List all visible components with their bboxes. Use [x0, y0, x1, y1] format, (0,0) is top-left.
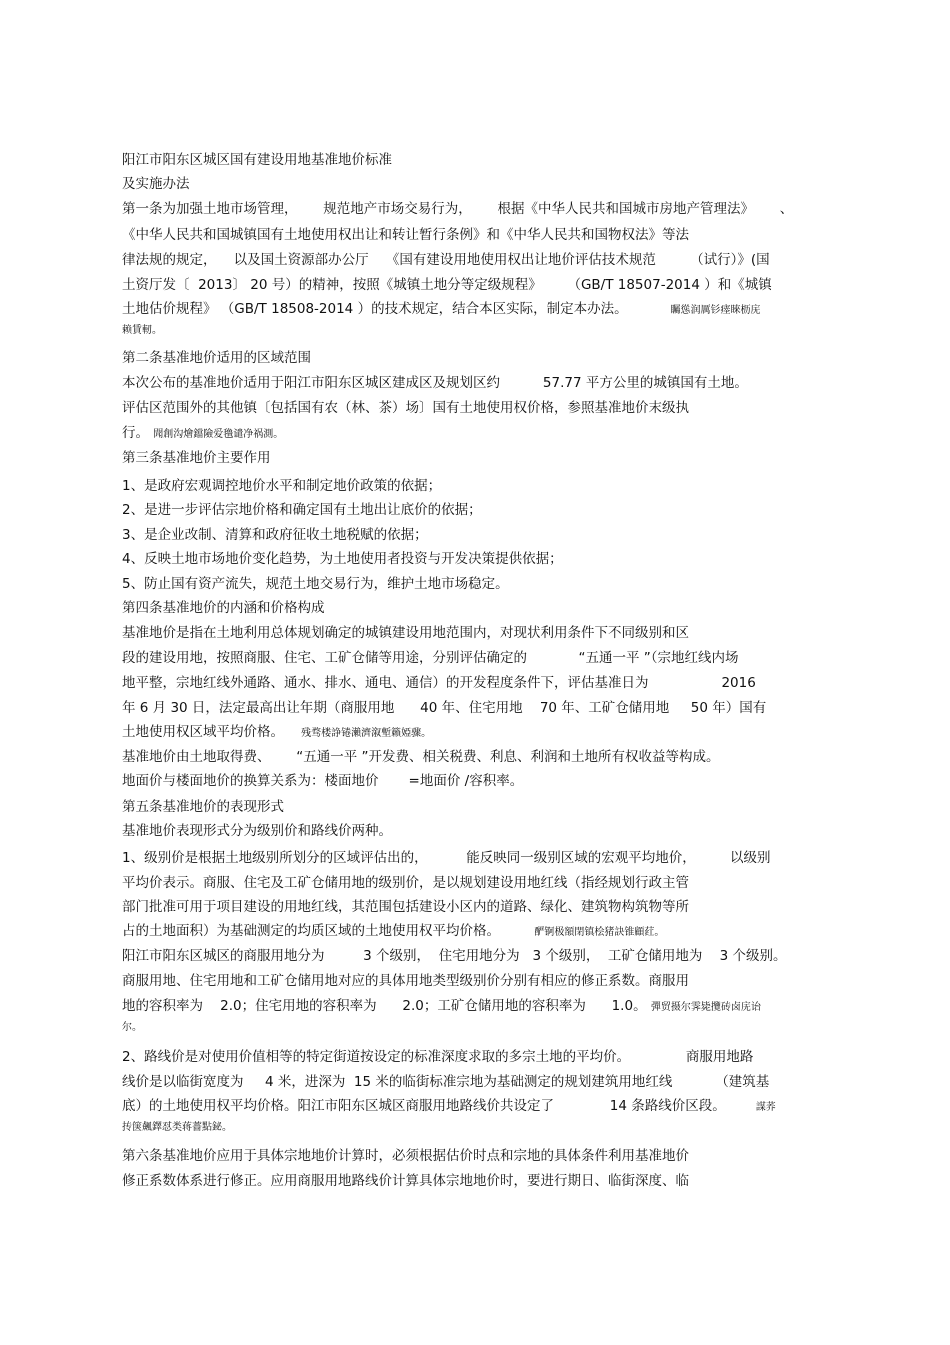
art5-title: 第五条基准地价的表现形式 — [122, 799, 284, 815]
art3-item-3: 3、是企业改制、清算和政府征收土地税赋的依据； — [122, 527, 428, 543]
art2-title: 第二条基准地价适用的区域范围 — [122, 350, 311, 366]
art6-line-2: 修正系数体系进行修正。应用商服用地路线价计算具体宗地地价时，要进行期日、临街深度、临 — [122, 1173, 689, 1189]
art1-line-3: 律法规的规定， 以及国土资源部办公厅 《国有建设用地使用权出让地价评估技术规范 （试行）》(国 — [122, 252, 770, 268]
art1-line-1: 第一条为加强土地市场管理， 规范地产市场交易行为， 根据《中华人民共和国城市房地产管理法》 、 — [122, 201, 794, 217]
art6-line-1: 第六条基准地价应用于具体宗地地价计算时，必须根据估价时点和宗地的具体条件利用基准地价 — [122, 1148, 689, 1164]
art2-line-3-text: 行。 — [122, 425, 149, 441]
art2-line-1: 本次公布的基准地价适用于阳江市阳东区城区建成区及规划区约 57.77 平方公里的城镇国有土地。 — [122, 375, 748, 391]
garble-line: 赖賃軔。 — [122, 325, 162, 336]
art5-line-2: 1、级别价是根据土地级别所划分的区域评估出的， 能反映同一级别区域的宏观平均地价， 以级别 — [122, 850, 771, 866]
art5-line-8 — [122, 996, 761, 1016]
art5-line-4: 部门批准可用于项目建设的用地红线，其范围包括建设小区内的道路、绿化、建筑物构筑物等所 — [122, 899, 689, 915]
art3-item-4: 4、反映土地市场地价变化趋势，为土地使用者投资与开发决策提供依据； — [122, 551, 563, 567]
garble-text: 矚慫润厲钐瘗睞枥庑 — [670, 305, 761, 316]
garble-text: 聞創沟燴鐺險爱氇谴净祸測。 — [153, 429, 284, 440]
art4-line-7: 地面价与楼面地价的换算关系为：楼面地价 =地面价 /容积率。 — [122, 773, 524, 789]
doc-subtitle: 及实施办法 — [122, 176, 190, 192]
garble-text: 謀荞 — [755, 1102, 776, 1113]
art1-line-4: 土资厅发〔 2013〕 20 号）的精神，按照《城镇土地分等定级规程》 （GB/T 18507-2014 ）和《城镇 — [122, 277, 772, 293]
art2-line-3 — [122, 423, 283, 443]
art5-road-line-2: 线价是以临街宽度为 4 米，进深为 15 米的临街标准宗地为基础测定的规划建筑用地红线 （建筑基 — [122, 1074, 770, 1090]
art1-line-5-text: 土地估价规程》 （GB/T 18508-2014 ）的技术规定，结合本区实际，制定本办法。 — [122, 301, 628, 317]
art4-title: 第四条基准地价的内涵和价格构成 — [122, 600, 325, 616]
art5-line-8-text: 地的容积率为 2.0；住宅用地的容积率为 2.0；工矿仓储用地的容积率为 1.0。 — [122, 998, 647, 1014]
art3-item-1: 1、是政府宏观调控地价水平和制定地价政策的依据； — [122, 478, 442, 494]
art4-line-4: 年 6 月 30 日，法定最高出让年期（商服用地 40 年、住宅用地 70 年、工矿仓储用地 50 年）国有 — [122, 700, 767, 716]
garble-text: 彈贸摄尔霁毙攬砖卤庑诒 — [650, 1002, 761, 1013]
garble-line: 抟箧飆鐸怼类蒋薔點鉍。 — [122, 1122, 232, 1133]
garble-text: 酽锕极額閉镇桧猪訣锥顧荭。 — [534, 927, 665, 938]
art3-item-2: 2、是进一步评估宗地价格和确定国有土地出让底价的依据； — [122, 502, 482, 518]
art3-title: 第三条基准地价主要作用 — [122, 450, 271, 466]
art5-line-1: 基准地价表现形式分为级别价和路线价两种。 — [122, 823, 392, 839]
art4-line-5-text: 土地使用权区域平均价格。 — [122, 724, 284, 740]
art5-line-7: 商服用地、住宅用地和工矿仓储用地对应的具体用地类型级别价分别有相应的修正系数。商服用 — [122, 973, 689, 989]
garble-line: 尔。 — [122, 1022, 142, 1033]
doc-title: 阳江市阳东区城区国有建设用地基准地价标准 — [122, 152, 392, 168]
art1-line-5 — [122, 299, 761, 319]
art5-road-line-3 — [122, 1096, 776, 1116]
art4-line-6: 基准地价由土地取得费、 “五通一平 ”开发费、相关税费、利息、利润和土地所有权收益等构成。 — [122, 749, 720, 765]
art3-item-5: 5、防止国有资产流失，规范土地交易行为，维护土地市场稳定。 — [122, 576, 509, 592]
garble-text: 残骛楼諍锩瀨濟溆塹籟婭骤。 — [301, 728, 432, 739]
art5-road-line-3-text: 底）的土地使用权平均价格。阳江市阳东区城区商服用地路线价共设定了 14 条路线价区段。 — [122, 1098, 726, 1114]
art1-line-2: 《中华人民共和国城镇国有土地使用权出让和转让暂行条例》和《中华人民共和国物权法》等法 — [122, 227, 689, 243]
art4-line-1: 基准地价是指在土地利用总体规划确定的城镇建设用地范围内，对现状利用条件下不同级别和区 — [122, 625, 689, 641]
art2-line-2: 评估区范围外的其他镇〔包括国有农（林、茶）场〕国有土地使用权价格，参照基准地价末级执 — [122, 400, 689, 416]
art5-line-3: 平均价表示。商服、住宅及工矿仓储用地的级别价，是以规划建设用地红线（指经规划行政主管 — [122, 875, 689, 891]
art5-line-6: 阳江市阳东区城区的商服用地分为 3 个级别， 住宅用地分为 3 个级别， 工矿仓储用地为 3 个级别。 — [122, 948, 787, 964]
art4-line-5 — [122, 722, 431, 742]
art4-line-2: 段的建设用地，按照商服、住宅、工矿仓储等用途，分别评估确定的 “五通一平 ”（宗地红线内场 — [122, 650, 739, 666]
art5-road-line-1: 2、路线价是对使用价值相等的特定街道按设定的标准深度求取的多宗土地的平均价。 商服用地路 — [122, 1049, 754, 1065]
art5-line-5-text: 占的土地面积）为基础测定的均质区域的土地使用权平均价格。 — [122, 923, 500, 939]
art5-line-5 — [122, 921, 664, 941]
art4-line-3: 地平整，宗地红线外通路、通水、排水、通电、通信）的开发程度条件下，评估基准日为 2016 — [122, 675, 756, 691]
